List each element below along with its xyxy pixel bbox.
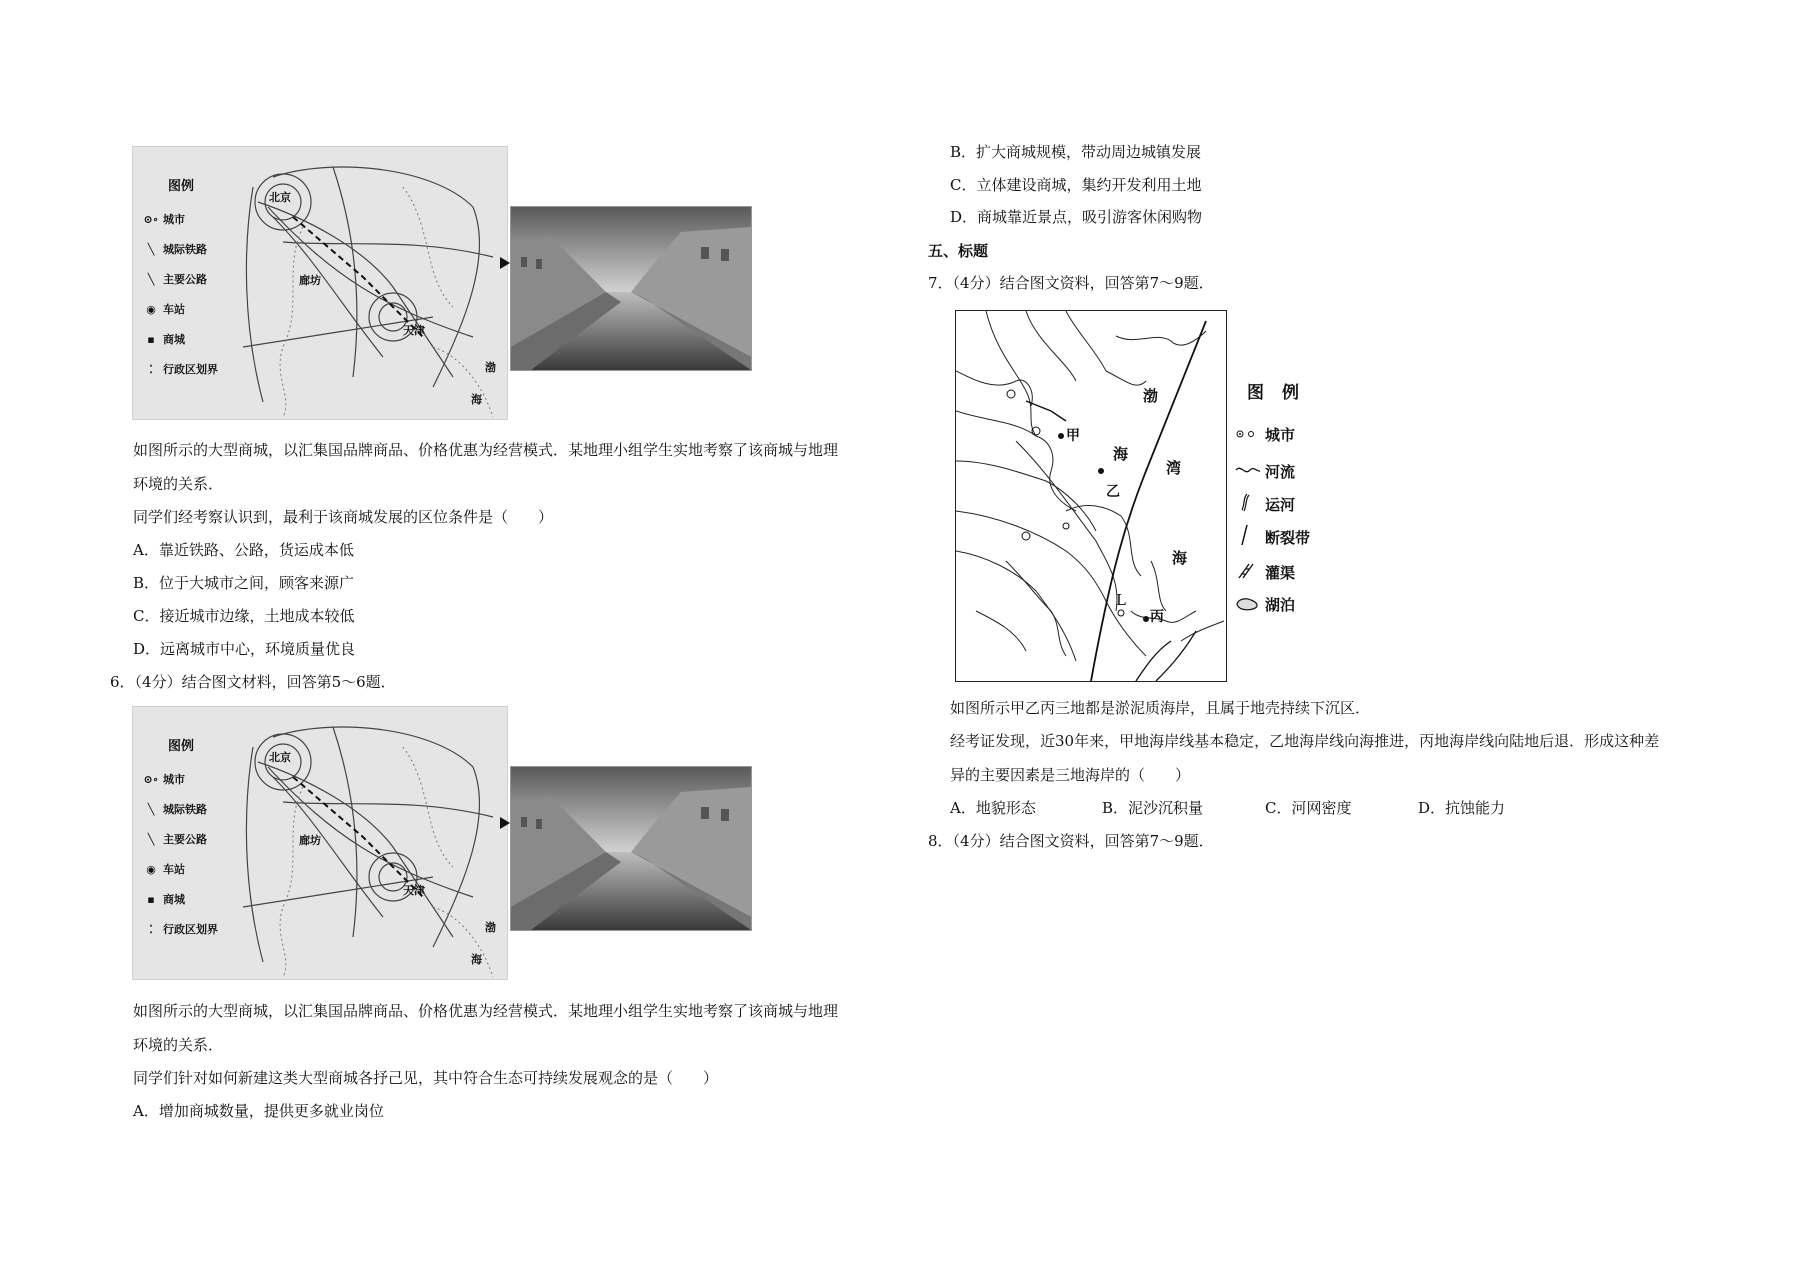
legend-item-station: ◉ 车站 bbox=[139, 301, 185, 317]
railway-icon: ╲ bbox=[147, 802, 155, 816]
map-label-beijing: 北京 bbox=[269, 751, 291, 764]
road-icon: ╲ bbox=[147, 832, 155, 846]
legend-item-road: ╲ 主要公路 bbox=[139, 271, 207, 287]
q7-description-line1: 如图所示甲乙丙三地都是淤泥质海岸，且属于地壳持续下沉区． bbox=[950, 699, 1371, 717]
beijing-tianjin-map-1 bbox=[132, 146, 508, 420]
station-icon: ◉ bbox=[146, 302, 156, 316]
map2-label-L: L bbox=[1116, 591, 1126, 609]
beijing-tianjin-map-2 bbox=[132, 706, 508, 980]
map-label-bohai: 渤 bbox=[485, 921, 496, 934]
bohai-coast-map bbox=[955, 310, 1227, 682]
map-label-langfang: 廊坊 bbox=[299, 834, 321, 847]
city-icon: ⊙∘ bbox=[143, 772, 159, 786]
legend-item-boundary: ⁚ 行政区划界 bbox=[139, 361, 218, 377]
q5-option-d: D．远离城市中心，环境质量优良 bbox=[133, 640, 356, 658]
station-icon: ◉ bbox=[146, 862, 156, 876]
legend-item-mall: ▪ 商城 bbox=[139, 331, 185, 347]
map-label-langfang: 廊坊 bbox=[299, 274, 321, 287]
mall-icon: ▪ bbox=[147, 332, 155, 346]
map2-label-jia: 甲 bbox=[1066, 428, 1080, 444]
map2-label-yi: 乙 bbox=[1106, 484, 1120, 500]
mall-canal-photo-1 bbox=[510, 206, 752, 371]
map2-label-bing: 丙 bbox=[1150, 609, 1164, 625]
map2-label-hai2: 海 bbox=[1172, 549, 1188, 567]
q7-description-line2: 经考证发现，近30年来，甲地海岸线基本稳定，乙地海岸线向海推进，丙地海岸线向陆地后退．形成这种差 bbox=[950, 732, 1660, 750]
q6-option-a: A．增加商城数量，提供更多就业岗位 bbox=[133, 1102, 384, 1120]
map2-label-hai1: 海 bbox=[1113, 445, 1129, 463]
city-icon: ⊙∘ bbox=[143, 212, 159, 226]
map-label-tianjin: 天津 bbox=[403, 884, 425, 897]
fault-icon bbox=[1235, 524, 1265, 550]
map-label-bohai: 渤 bbox=[485, 361, 496, 374]
legend-item-railway: ╲ 城际铁路 bbox=[139, 801, 207, 817]
q8-header: 8．（4分）结合图文资料，回答第7～9题． bbox=[928, 832, 1214, 850]
legend-item-road: ╲ 主要公路 bbox=[139, 831, 207, 847]
q6-option-c: C．立体建设商城，集约开发利用土地 bbox=[950, 176, 1202, 194]
canal-photo-drawing bbox=[511, 207, 751, 370]
legend-title: 图例 bbox=[168, 179, 195, 194]
railway-icon: ╲ bbox=[147, 242, 155, 256]
road-icon: ╲ bbox=[147, 272, 155, 286]
q5-option-c: C．接近城市边缘，土地成本较低 bbox=[133, 607, 355, 625]
legend-item-city: ⊙∘ 城市 bbox=[139, 211, 185, 227]
canal-photo-drawing bbox=[511, 767, 751, 930]
map-label-beijing: 北京 bbox=[269, 191, 291, 204]
legend-item-boundary: ⁚ 行政区划界 bbox=[139, 921, 218, 937]
q6-option-d: D．商城靠近景点，吸引游客休闲购物 bbox=[950, 208, 1203, 226]
q7-option-d: D．抗蚀能力 bbox=[1418, 799, 1506, 817]
q7-option-a: A．地貌形态 bbox=[950, 799, 1036, 817]
legend-item-railway: ╲ 城际铁路 bbox=[139, 241, 207, 257]
map-label-hai: 海 bbox=[471, 953, 482, 966]
legend-item-mall: ▪ 商城 bbox=[139, 891, 185, 907]
bohai-map-lines bbox=[956, 311, 1226, 681]
map2-legend-lake: 湖泊 bbox=[1235, 594, 1295, 615]
map2-legend-river: 河流 bbox=[1235, 461, 1295, 482]
map2-legend-irrigation: 灌渠 bbox=[1235, 560, 1295, 584]
lake-icon bbox=[1235, 595, 1265, 615]
irrigation-icon bbox=[1235, 560, 1265, 584]
q5-option-a: A．靠近铁路、公路，货运成本低 bbox=[133, 541, 354, 559]
q5-question: 同学们经考察认识到，最利于该商城发展的区位条件是（ ） bbox=[133, 508, 554, 526]
boundary-icon: ⁚ bbox=[149, 922, 153, 936]
legend-item-city: ⊙∘ 城市 bbox=[139, 771, 185, 787]
section-title: 五、标题 bbox=[928, 242, 989, 260]
map2-label-bo: 渤 bbox=[1143, 387, 1159, 405]
mall-icon: ▪ bbox=[147, 892, 155, 906]
canal-icon bbox=[1235, 492, 1265, 516]
q6-description-line2: 环境的关系． bbox=[133, 1036, 224, 1054]
legend-item-station: ◉ 车站 bbox=[139, 861, 185, 877]
city-icon bbox=[1235, 426, 1265, 444]
q6-description-line1: 如图所示的大型商城，以汇集国品牌商品、价格优惠为经营模式．某地理小组学生实地考察了该商城与地理 bbox=[133, 1002, 839, 1020]
q7-option-c: C．河网密度 bbox=[1265, 799, 1352, 817]
map2-label-wan: 湾 bbox=[1166, 459, 1182, 477]
q7-question: 异的主要因素是三地海岸的（ ） bbox=[950, 766, 1191, 784]
q7-option-b: B．泥沙沉积量 bbox=[1102, 799, 1204, 817]
mall-canal-photo-2 bbox=[510, 766, 752, 931]
q5-description-line2: 环境的关系． bbox=[133, 475, 224, 493]
map-label-hai: 海 bbox=[471, 393, 482, 406]
q6-option-b: B．扩大商城规模，带动周边城镇发展 bbox=[950, 143, 1202, 161]
river-icon bbox=[1235, 463, 1265, 481]
q6-header: 6．（4分）结合图文材料，回答第5～6题． bbox=[110, 673, 396, 691]
map-label-tianjin: 天津 bbox=[403, 324, 425, 337]
boundary-icon: ⁚ bbox=[149, 362, 153, 376]
map2-legend-title: 图例 bbox=[1247, 383, 1317, 403]
q5-description-line1: 如图所示的大型商城，以汇集国品牌商品、价格优惠为经营模式．某地理小组学生实地考察了该商城与地理 bbox=[133, 441, 839, 459]
map2-legend-canal: 运河 bbox=[1235, 492, 1295, 516]
q7-header: 7．（4分）结合图文资料，回答第7～9题． bbox=[928, 274, 1214, 292]
q6-question: 同学们针对如何新建这类大型商城各抒己见，其中符合生态可持续发展观念的是（ ） bbox=[133, 1069, 719, 1087]
legend-title: 图例 bbox=[168, 739, 195, 754]
q5-option-b: B．位于大城市之间，顾客来源广 bbox=[133, 574, 355, 592]
map2-legend-city: 城市 bbox=[1235, 424, 1295, 445]
map2-legend-fault: 断裂带 bbox=[1235, 524, 1310, 550]
